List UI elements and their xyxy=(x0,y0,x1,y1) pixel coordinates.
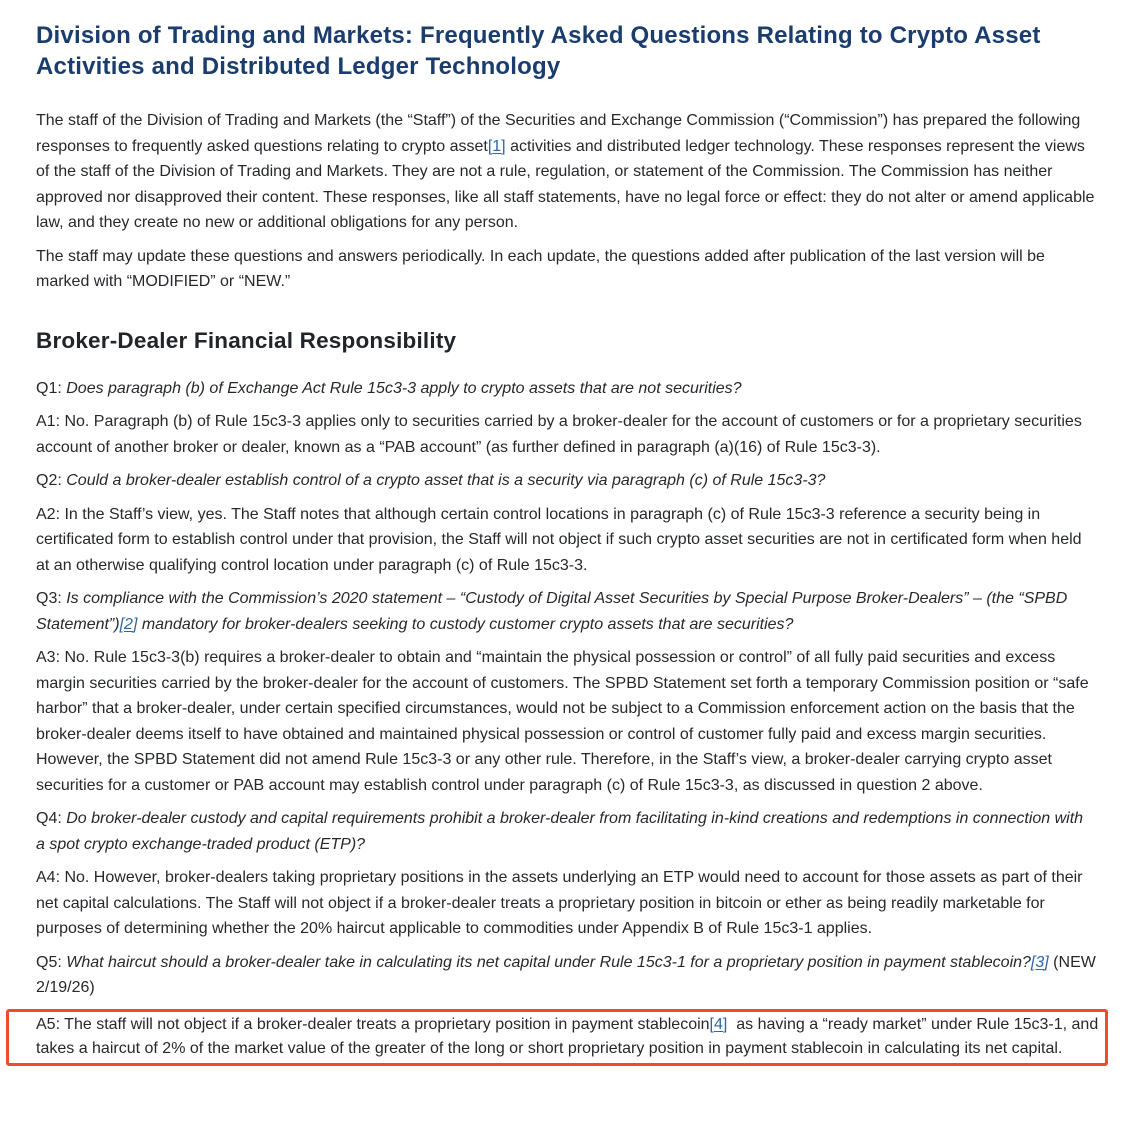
faq-question xyxy=(36,806,1096,857)
text-run: Q5: xyxy=(36,953,67,971)
text-run: Q4: xyxy=(36,810,67,827)
text-run: A2: In the Staff’s view, yes. The Staff notes that although certain control locations in paragraph (c) of Rule 15c3-3 reference a security being in certificated form to establish control under that provision, the Staff will not object if such crypto asset securities are not in certificated form when held at an otherwise qualifying control location under paragraph (c) of Rule 15c3-3. xyxy=(36,505,1082,574)
faq-answer-container xyxy=(36,645,1096,798)
faq-answer xyxy=(36,1013,1099,1062)
faq-answer-container xyxy=(36,865,1096,942)
faq-answer-container xyxy=(36,409,1096,460)
intro-paragraph xyxy=(36,108,1096,236)
text-run: Q3: xyxy=(36,590,67,607)
faq-question xyxy=(36,376,1096,402)
text-run: What haircut should a broker-dealer take in calculating its net capital under Rule 15c3-1 for a proprietary position in payment stablecoin? xyxy=(66,953,1031,971)
text-run: Do broker-dealer custody and capital requirements prohibit a broker-dealer from facilitating in-kind creations and redemptions in connection with a spot crypto exchange-traded product (ETP)? xyxy=(36,810,1084,853)
text-run: The staff of the Division of Trading and Markets (the “Staff”) of the Securities and Exchange Commission (“Commission”) has prepared the following responses to frequently asked questions relating to crypto asset xyxy=(36,112,1081,155)
text-run: activities and distributed ledger technology. These responses represent the views of the staff of the Division of Trading and Markets. They are not a rule, regulation, or statement of the Commission. The Commission has neither approved nor disapproved their content. These responses, like all staff statements, have no legal force or effect: they do not alter or amend applicable law, and they create no new or additional obligations for any person. xyxy=(36,137,1095,231)
footnote-link[interactable]: [2] xyxy=(119,615,138,633)
text-run: The staff may update these questions and answers periodically. In each update, the questions added after publication of the last version will be marked with “MODIFIED” or “NEW.” xyxy=(36,247,1045,290)
intro-section xyxy=(36,108,1096,295)
faq-item xyxy=(36,950,1099,1066)
faq-item xyxy=(36,586,1096,798)
faq-item xyxy=(36,468,1096,578)
faq-answer-container xyxy=(36,502,1096,579)
faq-answer xyxy=(36,502,1096,579)
faq-answer xyxy=(36,865,1096,942)
text-run: Is compliance with the Commission’s 2020 statement – “Custody of Digital Asset Securities by Special Purpose Broker-Dealers” – (the “SPBD Statement”) xyxy=(36,590,1068,633)
faq-answer xyxy=(36,645,1096,798)
text-run: as having a “ready market” under Rule 15c3-1, and takes a haircut of 2% of the market value of the greater of the long or short proprietary position in payment stablecoin in calculating its net capital. xyxy=(36,1015,1099,1057)
text-run: (NEW 2/19/26) xyxy=(36,953,1096,996)
footnote-link[interactable]: [1] xyxy=(487,137,506,155)
footnote-link[interactable]: [3] xyxy=(1030,953,1049,971)
intro-paragraph xyxy=(36,244,1096,295)
text-run: Could a broker-dealer establish control of a crypto asset that is a security via paragraph (c) of Rule 15c3-3? xyxy=(66,472,826,489)
text-run: Q1: xyxy=(36,379,67,397)
section-heading: Broker-Dealer Financial Responsibility xyxy=(36,327,457,353)
faq-question xyxy=(36,468,1096,494)
page-title: Division of Trading and Markets: Frequently Asked Questions Relating to Crypto Asset Activities and Distributed Ledger Technology xyxy=(36,22,1041,80)
text-run: A4: No. However, broker-dealers taking proprietary positions in the assets underlying an ETP would need to account for those assets as part of their net capital calculations. The Staff will not object if a broker-dealer treats a proprietary position in bitcoin or ether as being readily marketable for purposes of determining whether the 20% haircut applicable to commodities under Appendix B of Rule 15c3-1 applies. xyxy=(36,869,1083,937)
faq-question xyxy=(36,950,1096,1001)
faq-question xyxy=(36,586,1096,637)
faq-item xyxy=(36,376,1096,461)
text-run: A5: The staff will not object if a broker-dealer treats a proprietary position in payment stablecoin xyxy=(36,1015,710,1033)
text-run: Does paragraph (b) of Exchange Act Rule 15c3-3 apply to crypto assets that are not securities? xyxy=(66,379,742,397)
text-run: mandatory for broker-dealers seeking to custody customer crypto assets that are securities? xyxy=(137,615,794,633)
highlighted-answer-box xyxy=(6,1009,1108,1066)
faq-item xyxy=(36,806,1096,942)
text-run: Q2: xyxy=(36,472,67,489)
text-run: A1: No. Paragraph (b) of Rule 15c3-3 applies only to securities carried by a broker-dealer for the account of customers or for a proprietary securities account of another broker or dealer, known as a “PAB account” (as further defined in paragraph (a)(16) of Rule 15c3-3). xyxy=(36,413,1082,456)
text-run: A3: No. Rule 15c3-3(b) requires a broker-dealer to obtain and “maintain the physical possession or control” of all fully paid securities and excess margin securities carried by the broker-dealer for the account of customers. The SPBD Statement set forth a temporary Commission position or “safe harbor” that a broker-dealer, under certain specified circumstances, would not be subject to a Commission enforcement action on the basis that the broker-dealer deems itself to have obtained and maintained physical possession or control of customer fully paid and excess margin securities. However, the SPBD Statement did not amend Rule 15c3-3 or any other rule. Therefore, in the Staff’s view, a broker-dealer carrying crypto asset securities for a customer or PAB account may establish control under paragraph (c) of Rule 15c3-3, as discussed in question 2 above. xyxy=(36,649,1089,794)
footnote-link[interactable]: [4] xyxy=(709,1015,728,1033)
faq-answer xyxy=(36,409,1096,460)
faq-list xyxy=(36,376,1099,1066)
